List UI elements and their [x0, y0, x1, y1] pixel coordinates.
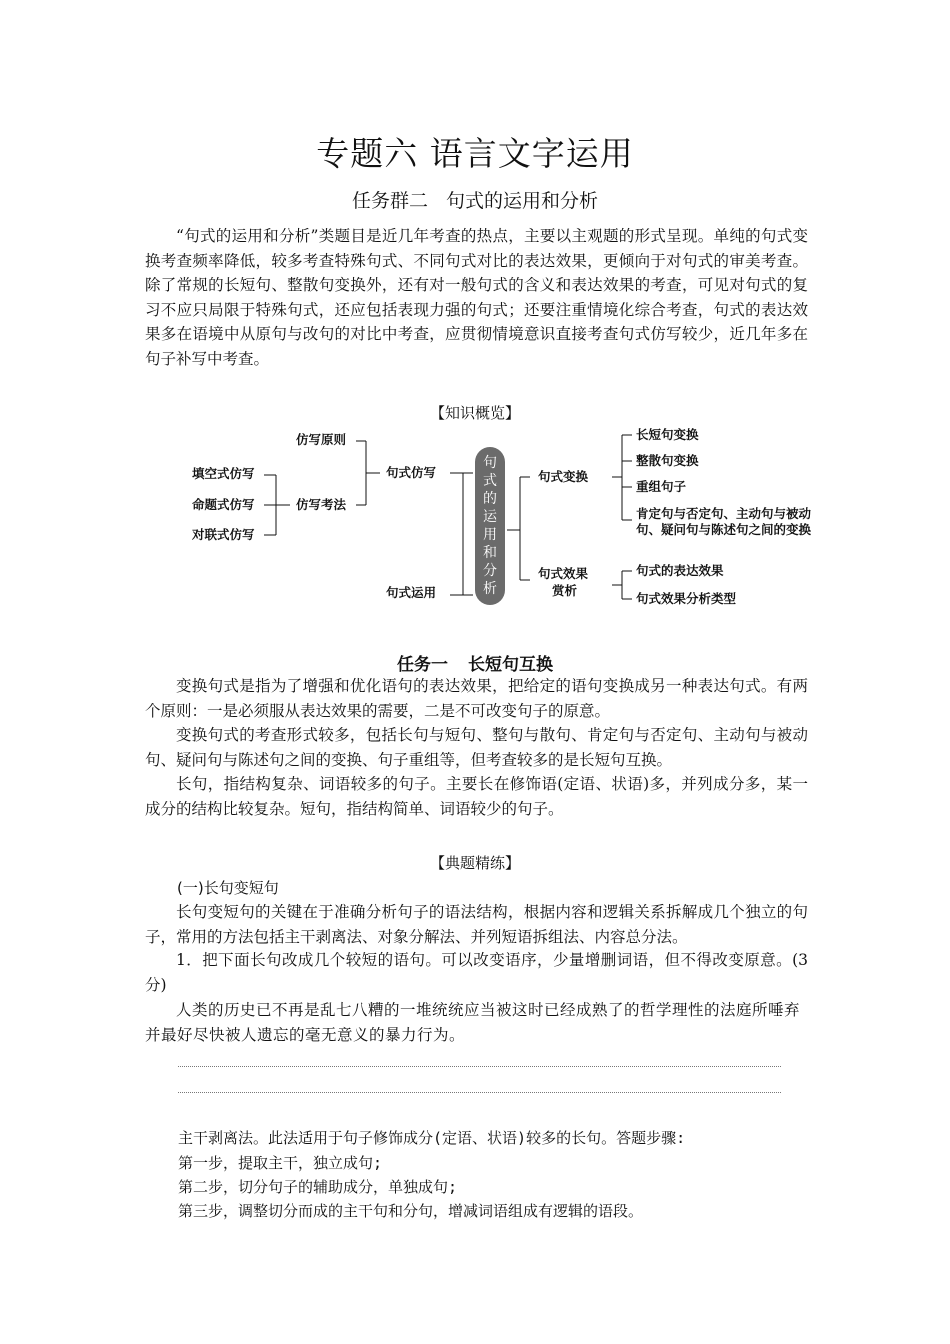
answer-line-1[interactable]	[178, 1066, 781, 1067]
effect-item-1: 句式的表达效果	[636, 563, 724, 578]
page-subtitle: 任务群二 句式的运用和分析	[351, 190, 599, 212]
center-label-char: 分	[483, 563, 497, 579]
task1-paragraph-1: 变换句式是指为了增强和优化语句的表达效果，把给定的语句变换成另一种表达句式。有两个原则：一是必须服从表达效果的需要，二是不可改变句子的原意。	[145, 677, 808, 720]
center-label-char: 用	[483, 527, 497, 543]
knowledge-diagram	[180, 425, 860, 615]
transform-item-4b: 句、疑问句与陈述句之间的变换	[636, 522, 812, 537]
sub-paragraph: 长句变短句的关键在于准确分析句子的语法结构，根据内容和逻辑关系拆解成几个独立的句子，常用的方法包括主干剥离法、对象分解法、并列短语拆组法、内容总分法。	[145, 903, 808, 946]
center-label-char: 运	[483, 509, 497, 525]
center-label-char: 句	[483, 455, 497, 471]
method-item-3: 对联式仿写	[192, 527, 255, 542]
question-sentence: 人类的历史已不再是乱七八糟的一堆统统应当被这时已经成熟了的哲学理性的法庭所唾弃并最好尽快被人遗忘的毫无意义的暴力行为。	[145, 1001, 801, 1044]
tip-line-2: 第一步，提取主干，独立成句;	[178, 1154, 383, 1172]
transform-item-1: 长短句变换	[636, 427, 699, 442]
left-top-label: 句式仿写	[386, 465, 437, 480]
page-title: 专题六 语言文字运用	[316, 134, 634, 173]
task1-paragraph-3: 长句，指结构复杂、词语较多的句子。主要长在修饰语(定语、状语)多，并列成分多，某一成分的结构比较复杂。短句，指结构简单、词语较少的句子。	[145, 775, 808, 818]
method-item-1: 填空式仿写	[192, 466, 255, 481]
transform-item-2: 整散句变换	[636, 453, 699, 468]
right-top-label: 句式变换	[538, 469, 589, 484]
task1-heading: 任务一 长短句互换	[397, 655, 553, 675]
tip-line-4: 第三步，调整切分而成的主干句和分句，增减词语组成有逻辑的语段。	[178, 1202, 644, 1220]
transform-item-3: 重组句子	[636, 479, 687, 494]
task1-paragraph-2: 变换句式的考查形式较多，包括长句与短句、整句与散句、肯定句与否定句、主动句与被动句、疑问句与陈述句之间的变换、句子重组等，但考查较多的是长短句互换。	[145, 726, 808, 769]
tip-line-1: 主干剥离法。此法适用于句子修饰成分(定语、状语)较多的长句。答题步骤:	[178, 1129, 686, 1147]
answer-line-2[interactable]	[178, 1092, 781, 1093]
sub-heading: (一)长句变短句	[177, 879, 279, 897]
method-label: 仿写考法	[296, 497, 347, 512]
effect-item-2: 句式效果分析类型	[636, 591, 737, 606]
center-label-char: 析	[483, 581, 497, 597]
center-label-char: 的	[483, 491, 497, 507]
question-1: 1．把下面长句改成几个较短的语句。可以改变语序，少量增删词语，但不得改变原意。(3分)	[145, 951, 808, 994]
overview-heading: 【知识概览】	[429, 404, 520, 422]
method-item-2: 命题式仿写	[192, 497, 255, 512]
right-bottom-label-1: 句式效果	[538, 566, 589, 581]
transform-item-4a: 肯定句与否定句、主动句与被动	[636, 506, 812, 521]
center-label-char: 和	[483, 545, 497, 561]
practice-heading: 【典题精练】	[429, 854, 520, 872]
left-bottom-label: 句式运用	[386, 585, 437, 600]
right-bottom-label-2: 赏析	[552, 583, 578, 598]
intro-paragraph: “句式的运用和分析”类题目是近几年考查的热点，主要以主观题的形式呈现。单纯的句式变换考查频率降低，较多考查特殊句式、不同句式对比的表达效果，更倾向于对句式的审美考查。除了常规的长短句、整散句变换外，还有对一般句式的含义和表达效果的考查，可见对句式的复习不应只局限于特殊句式，还应包括表现力强的句式；还要注重情境化综合考查，句式的表达效果多在语境中从原句与改句的对比中考查，应贯彻情境意识直接考查句式仿写较少，近几年多在句子补写中考查。	[145, 227, 808, 368]
principle-label: 仿写原则	[296, 432, 347, 447]
center-label-char: 式	[483, 473, 497, 489]
tip-line-3: 第二步，切分句子的辅助成分，单独成句;	[178, 1178, 458, 1196]
